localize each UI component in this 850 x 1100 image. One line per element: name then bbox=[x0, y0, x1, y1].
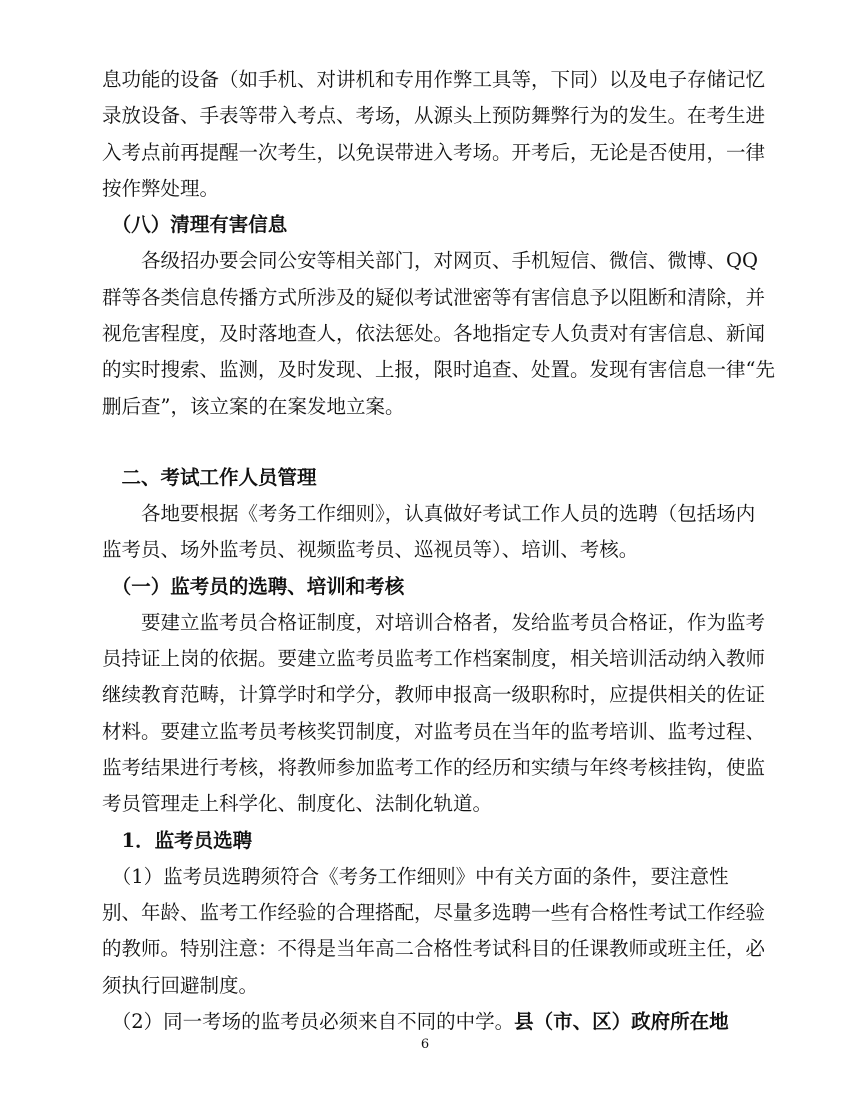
paragraph-line: 各级招办要会同公安等相关部门，对网页、手机短信、微信、微博、QQ bbox=[102, 249, 758, 272]
paragraph-line: 须执行回避制度。 bbox=[102, 974, 259, 997]
paragraph-line: 要建立监考员合格证制度，对培训合格者，发给监考员合格证，作为监考 bbox=[102, 611, 766, 634]
paragraph-line: 监考结果进行考核，将教师参加监考工作的经历和实绩与年终考核挂钩，使监 bbox=[102, 756, 766, 779]
paragraph-line: 入考点前再提醒一次考生，以免误带进入考场。开考后，无论是否使用，一律 bbox=[102, 141, 766, 164]
section-heading: 二、考试工作人员管理 bbox=[102, 466, 317, 489]
paragraph-line: 的实时搜索、监测，及时发现、上报，限时追查、处置。发现有害信息一律“先 bbox=[102, 358, 775, 381]
paragraph-line: 各地要根据《考务工作细则》，认真做好考试工作人员的选聘（包括场内 bbox=[102, 502, 756, 525]
section-heading: 1．监考员选聘 bbox=[102, 829, 253, 852]
paragraph-line: 息功能的设备（如手机、对讲机和专用作弊工具等，下同）以及电子存储记忆 bbox=[102, 68, 766, 91]
paragraph-line-bold-tail: 县（市、区）政府所在地 bbox=[514, 1010, 729, 1033]
paragraph-line: 群等各类信息传播方式所涉及的疑似考试泄密等有害信息予以阻断和清除，并 bbox=[102, 286, 766, 309]
paragraph-line-mixed bbox=[102, 1010, 729, 1034]
paragraph-line: 员持证上岗的依据。要建立监考员监考工作档案制度，相关培训活动纳入教师 bbox=[102, 647, 766, 670]
paragraph-line: 删后查”，该立案的在案发地立案。 bbox=[102, 395, 405, 418]
paragraph-line: 视危害程度，及时落地查人，依法惩处。各地指定专人负责对有害信息、新闻 bbox=[102, 322, 766, 345]
paragraph-line: 监考员、场外监考员、视频监考员、巡视员等）、培训、考核。 bbox=[102, 538, 639, 561]
paragraph-line: 按作弊处理。 bbox=[102, 177, 220, 200]
paragraph-line: 考员管理走上科学化、制度化、法制化轨道。 bbox=[102, 792, 493, 815]
paragraph-line-text: （2）同一考场的监考员必须来自不同的中学。 bbox=[102, 1010, 515, 1033]
paragraph-line: 录放设备、手表等带入考点、考场，从源头上预防舞弊行为的发生。在考生进 bbox=[102, 104, 766, 127]
section-heading: （八）清理有害信息 bbox=[102, 213, 288, 236]
paragraph-line: 继续教育范畴，计算学时和学分，教师申报高一级职称时，应提供相关的佐证 bbox=[102, 683, 766, 706]
paragraph-line: 材料。要建立监考员考核奖罚制度，对监考员在当年的监考培训、监考过程、 bbox=[102, 720, 766, 743]
section-heading: （一）监考员的选聘、培训和考核 bbox=[102, 575, 405, 598]
paragraph-line: 别、年龄、监考工作经验的合理搭配，尽量多选聘一些有合格性考试工作经验 bbox=[102, 901, 766, 924]
page-number: 6 bbox=[420, 1037, 430, 1052]
paragraph-line: （1）监考员选聘须符合《考务工作细则》中有关方面的条件，要注意性 bbox=[102, 865, 729, 888]
paragraph-line: 的教师。特别注意：不得是当年高二合格性考试科目的任课教师或班主任，必 bbox=[102, 937, 766, 960]
